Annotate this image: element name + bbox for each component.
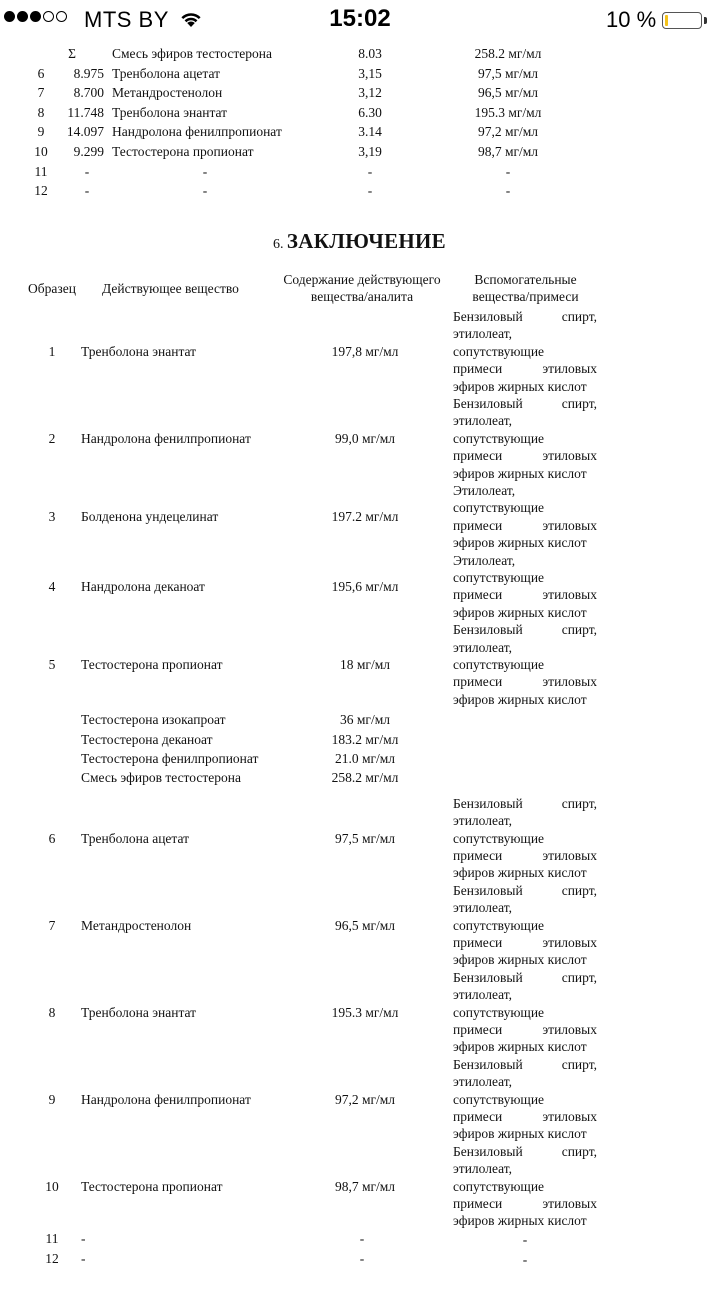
excipient-line: сопутствующие xyxy=(453,343,545,359)
sample-number: 3 xyxy=(48,509,56,525)
row-number: 11 xyxy=(34,163,48,179)
excipient-line: эфиров жирных кислот xyxy=(453,535,587,551)
excipient-line: сопутствующие xyxy=(453,500,545,516)
substance-name: Нандролона деканоат xyxy=(81,578,205,594)
excipient-line: эфиров жирных кислот xyxy=(453,691,587,707)
signal-dot xyxy=(17,11,28,22)
signal-dot xyxy=(43,11,54,22)
excipient-line: сопутствующие xyxy=(453,430,545,446)
excipient-word: примеси xyxy=(453,448,503,464)
conclusion-row xyxy=(0,795,719,882)
sample-number: 1 xyxy=(48,343,56,359)
excipient-word: Бензиловый xyxy=(453,396,523,411)
signal-dot xyxy=(4,11,15,22)
substance-content: 197,8 мг/мл xyxy=(331,343,399,359)
row-number: 6 xyxy=(37,65,45,81)
excipient-line xyxy=(453,1108,597,1125)
substance-name: - xyxy=(81,1230,86,1246)
excipient-word: примеси xyxy=(453,1108,503,1124)
excipient-word: этиловых xyxy=(542,674,597,690)
section-number: 6. xyxy=(273,237,284,252)
section-title: ЗАКЛЮЧЕНИЕ xyxy=(286,229,446,253)
header-sample: Образец xyxy=(28,281,76,296)
conclusion-row xyxy=(0,1250,719,1270)
compound-name: Тестостерона пропионат xyxy=(112,144,254,159)
excipient-line: этилолеат, xyxy=(453,900,513,916)
sample-number: 7 xyxy=(48,917,56,933)
status-time: 15:02 xyxy=(329,5,391,32)
excipient-line xyxy=(453,517,597,534)
conclusion-row xyxy=(0,552,719,622)
row-number: 12 xyxy=(34,183,48,199)
substance-content: 258.2 мг/мл xyxy=(331,770,399,786)
substance-content: 195.3 мг/мл xyxy=(331,1004,399,1020)
substance-name: Нандролона фенилпропионат xyxy=(81,1091,251,1107)
battery-icon xyxy=(662,12,702,29)
excipients-cell xyxy=(453,969,597,1056)
wifi-icon xyxy=(180,11,202,28)
sample-number: 10 xyxy=(45,1178,59,1194)
excipient-word: этиловых xyxy=(542,847,597,863)
excipient-line xyxy=(453,308,597,325)
excipient-line: этилолеат, xyxy=(453,987,513,1003)
sample-number: 6 xyxy=(48,830,56,846)
concentration: 98,7 мг/мл xyxy=(477,144,539,159)
battery-percent: 10 % xyxy=(606,7,657,32)
peak-area: - xyxy=(367,163,373,179)
excipient-word: примеси xyxy=(453,847,503,863)
excipient-word: примеси xyxy=(453,674,503,690)
compound-name: - xyxy=(202,163,208,179)
table-row xyxy=(0,103,719,122)
conclusion-row xyxy=(0,969,719,1056)
excipient-line xyxy=(453,795,597,812)
excipient-line xyxy=(453,1195,597,1212)
substance-content: 99,0 мг/мл xyxy=(334,430,396,446)
section-heading xyxy=(0,229,719,254)
peak-area: 3.14 xyxy=(358,124,382,140)
substance-content: 97,5 мг/мл xyxy=(334,830,396,846)
header-excipients-line2: вещества/примеси xyxy=(472,289,579,304)
conclusion-row xyxy=(0,1143,719,1230)
sample-number: 12 xyxy=(45,1250,59,1266)
substance-content: 183.2 мг/мл xyxy=(331,731,399,747)
excipient-line: этилолеат, xyxy=(453,813,513,829)
substance-name: Тестостерона пропионат xyxy=(81,656,223,672)
compound-name: Метандростенолон xyxy=(112,85,223,101)
table-row xyxy=(0,44,719,63)
compound-name: Смесь эфиров тестостерона xyxy=(112,46,272,61)
battery-tip-icon xyxy=(704,17,707,24)
retention-time: 8.700 xyxy=(73,85,104,101)
conclusion-row xyxy=(0,482,719,552)
excipients-cell xyxy=(453,552,597,622)
excipient-word: спирт, xyxy=(561,1143,597,1159)
concentration: 97,2 мг/мл xyxy=(477,124,539,140)
excipient-line: эфиров жирных кислот xyxy=(453,465,587,481)
excipient-word: Бензиловый xyxy=(453,969,523,985)
excipients-cell xyxy=(453,308,597,395)
table-row xyxy=(0,122,719,141)
excipient-line: этилолеат, xyxy=(453,413,513,429)
excipient-word: спирт, xyxy=(561,309,597,324)
conclusion-row xyxy=(0,731,719,750)
excipient-word: Бензиловый xyxy=(453,882,523,898)
substance-content: 21.0 мг/мл xyxy=(334,751,396,766)
conclusion-row xyxy=(0,1056,719,1143)
substance-content: 98,7 мг/мл xyxy=(334,1178,396,1194)
excipients-cell xyxy=(453,882,597,969)
excipient-line: сопутствующие xyxy=(453,830,545,846)
excipient-word: примеси xyxy=(453,934,503,950)
excipient-word: спирт, xyxy=(561,622,597,638)
signal-dot xyxy=(56,11,67,22)
excipients-cell xyxy=(453,795,597,882)
excipient-line: сопутствующие xyxy=(453,1178,545,1194)
excipient-line: этилолеат, xyxy=(453,639,513,655)
substance-content: - xyxy=(359,1230,365,1246)
excipient-line: эфиров жирных кислот xyxy=(453,865,587,881)
excipient-word: спирт, xyxy=(561,882,597,898)
substance-name: Тренболона ацетат xyxy=(81,830,190,846)
excipient-word: спирт, xyxy=(561,795,597,811)
concentration: 97,5 мг/мл xyxy=(477,65,539,81)
substance-content: 197.2 мг/мл xyxy=(331,509,399,525)
substance-name: Тестостерона фенилпропионат xyxy=(81,751,259,766)
excipient-word: этиловых xyxy=(542,1195,597,1211)
retention-time: 11.748 xyxy=(67,104,104,120)
excipient-line: этилолеат, xyxy=(453,1074,513,1090)
conclusion-row xyxy=(0,308,719,395)
sample-number: 5 xyxy=(48,656,56,672)
excipient-word: этиловых xyxy=(542,1108,597,1124)
excipient-line: этилолеат, xyxy=(453,326,513,342)
excipient-line xyxy=(453,621,597,638)
excipient-line: Этилолеат, xyxy=(453,483,516,498)
excipient-line: сопутствующие xyxy=(453,1004,545,1020)
sample-number: 2 xyxy=(48,430,56,446)
excipient-line xyxy=(453,1056,597,1073)
carrier-name: MTS BY xyxy=(84,7,169,32)
excipient-line xyxy=(453,395,597,412)
substance-name: Тестостерона пропионат xyxy=(81,1178,223,1194)
excipient-line xyxy=(453,447,597,464)
excipient-word: примеси xyxy=(453,517,503,533)
excipient-line xyxy=(453,1143,597,1160)
compound-name: Тренболона ацетат xyxy=(112,65,221,81)
conclusion-row xyxy=(0,395,719,482)
retention-time: 9.299 xyxy=(73,144,104,159)
excipient-line xyxy=(453,882,597,899)
excipient-word: примеси xyxy=(453,587,503,603)
row-number: 8 xyxy=(37,104,45,120)
excipient-word: этиловых xyxy=(542,1021,597,1037)
substance-content: 18 мг/мл xyxy=(340,656,390,672)
conclusion-row xyxy=(0,1230,719,1250)
substance-content: - xyxy=(359,1250,365,1266)
conclusion-row xyxy=(0,882,719,969)
excipient-word: спирт, xyxy=(561,1056,597,1072)
conclusion-row xyxy=(0,750,719,769)
substance-name: - xyxy=(81,1250,86,1266)
substance-name: Нандролона фенилпропионат xyxy=(81,430,251,446)
excipient-line xyxy=(453,847,597,864)
header-content-line1: Содержание действующего xyxy=(283,272,441,287)
concentration: - xyxy=(505,183,511,199)
excipients-cell: - xyxy=(522,1231,528,1247)
substance-content: 36 мг/мл xyxy=(340,712,390,728)
table-row xyxy=(0,181,719,200)
substance-name: Тренболона энантат xyxy=(81,343,197,359)
sample-number: 4 xyxy=(48,578,56,594)
excipient-word: Бензиловый xyxy=(453,1056,523,1072)
substance-name: Тренболона энантат xyxy=(81,1004,197,1020)
peak-area: 3,12 xyxy=(358,85,382,101)
concentration: 258.2 мг/мл xyxy=(474,46,542,61)
substance-name: Болденона ундецелинат xyxy=(81,509,219,525)
retention-time: - xyxy=(84,163,90,179)
compound-name: Тренболона энантат xyxy=(112,104,228,120)
excipient-line xyxy=(453,934,597,951)
excipient-line: сопутствующие xyxy=(453,1091,545,1107)
concentration: 195.3 мг/мл xyxy=(474,104,542,120)
excipient-word: этиловых xyxy=(542,361,597,377)
excipient-line xyxy=(453,1021,597,1038)
row-number: 10 xyxy=(34,144,48,159)
table-row xyxy=(0,162,719,181)
retention-time: - xyxy=(84,183,90,199)
excipient-line: эфиров жирных кислот xyxy=(453,1039,587,1055)
excipient-word: Бензиловый xyxy=(453,309,523,324)
excipient-word: Бензиловый xyxy=(453,795,523,811)
excipient-word: примеси xyxy=(453,1195,503,1211)
table-row xyxy=(0,83,719,102)
substance-name: Смесь эфиров тестостерона xyxy=(81,770,241,786)
excipient-line: сопутствующие xyxy=(453,917,545,933)
excipient-word: этиловых xyxy=(542,934,597,950)
table-row xyxy=(0,64,719,83)
excipient-line: Этилолеат, xyxy=(453,552,516,568)
sum-symbol: Σ xyxy=(68,46,76,61)
excipients-cell xyxy=(453,621,597,708)
header-content-line2: вещества/аналита xyxy=(310,289,414,304)
excipients-cell: - xyxy=(522,1251,528,1267)
substance-content: 96,5 мг/мл xyxy=(334,917,396,933)
row-number: 7 xyxy=(37,85,45,101)
excipient-line xyxy=(453,360,597,377)
excipients-cell xyxy=(453,1056,597,1143)
excipient-line: эфиров жирных кислот xyxy=(453,1213,587,1229)
retention-time: 8.975 xyxy=(73,65,104,81)
compound-name: Нандролона фенилпропионат xyxy=(112,124,282,140)
header-excipients xyxy=(458,271,593,305)
battery-level-fill xyxy=(665,15,668,26)
concentration: - xyxy=(505,163,511,179)
excipient-line: этилолеат, xyxy=(453,1161,513,1177)
peak-area: 6.30 xyxy=(358,104,382,120)
excipient-line xyxy=(453,586,597,603)
peak-area: 3,15 xyxy=(358,65,382,81)
excipient-line xyxy=(453,969,597,986)
excipient-word: этиловых xyxy=(542,587,597,603)
conclusion-row xyxy=(0,711,719,730)
excipient-word: примеси xyxy=(453,1021,503,1037)
excipient-word: спирт, xyxy=(561,969,597,985)
header-substance: Действующее вещество xyxy=(102,281,239,296)
substance-content: 97,2 мг/мл xyxy=(334,1091,396,1107)
substance-name: Тестостерона деканоат xyxy=(81,731,213,747)
row-number: 9 xyxy=(37,124,45,140)
substance-name: Тестостерона изокапроат xyxy=(81,712,226,728)
conclusion-row xyxy=(0,621,719,708)
sample-number: 8 xyxy=(48,1004,56,1020)
excipient-line xyxy=(453,673,597,690)
excipient-line: эфиров жирных кислот xyxy=(453,1126,587,1142)
peak-area: - xyxy=(367,183,373,199)
peak-area: 8.03 xyxy=(358,46,382,61)
header-content xyxy=(276,271,448,305)
substance-content: 195,6 мг/мл xyxy=(331,578,399,594)
conclusion-row xyxy=(0,769,719,788)
excipient-word: этиловых xyxy=(542,517,597,533)
excipient-line: сопутствующие xyxy=(453,656,545,672)
substance-name: Метандростенолон xyxy=(81,917,192,933)
excipient-line: сопутствующие xyxy=(453,569,545,585)
excipient-line: эфиров жирных кислот xyxy=(453,378,587,394)
excipient-word: спирт, xyxy=(561,396,597,411)
excipients-cell xyxy=(453,395,597,482)
excipient-word: Бензиловый xyxy=(453,622,523,638)
sample-number: 9 xyxy=(48,1091,56,1107)
compound-name: - xyxy=(202,183,208,199)
sample-number: 11 xyxy=(45,1230,59,1246)
retention-time: 14.097 xyxy=(66,124,104,140)
signal-dot xyxy=(30,11,41,22)
header-excipients-line1: Вспомогательные xyxy=(474,272,577,287)
excipient-word: этиловых xyxy=(542,448,597,464)
peak-area: 3,19 xyxy=(358,144,382,159)
status-bar xyxy=(0,0,719,40)
table-row xyxy=(0,142,719,161)
concentration: 96,5 мг/мл xyxy=(477,85,539,101)
excipient-line: эфиров жирных кислот xyxy=(453,604,587,620)
excipients-cell xyxy=(453,1143,597,1230)
excipient-line: эфиров жирных кислот xyxy=(453,952,587,968)
signal-strength-icon xyxy=(4,11,67,22)
excipient-word: Бензиловый xyxy=(453,1143,523,1159)
excipients-cell xyxy=(453,482,597,552)
excipient-word: примеси xyxy=(453,361,503,377)
